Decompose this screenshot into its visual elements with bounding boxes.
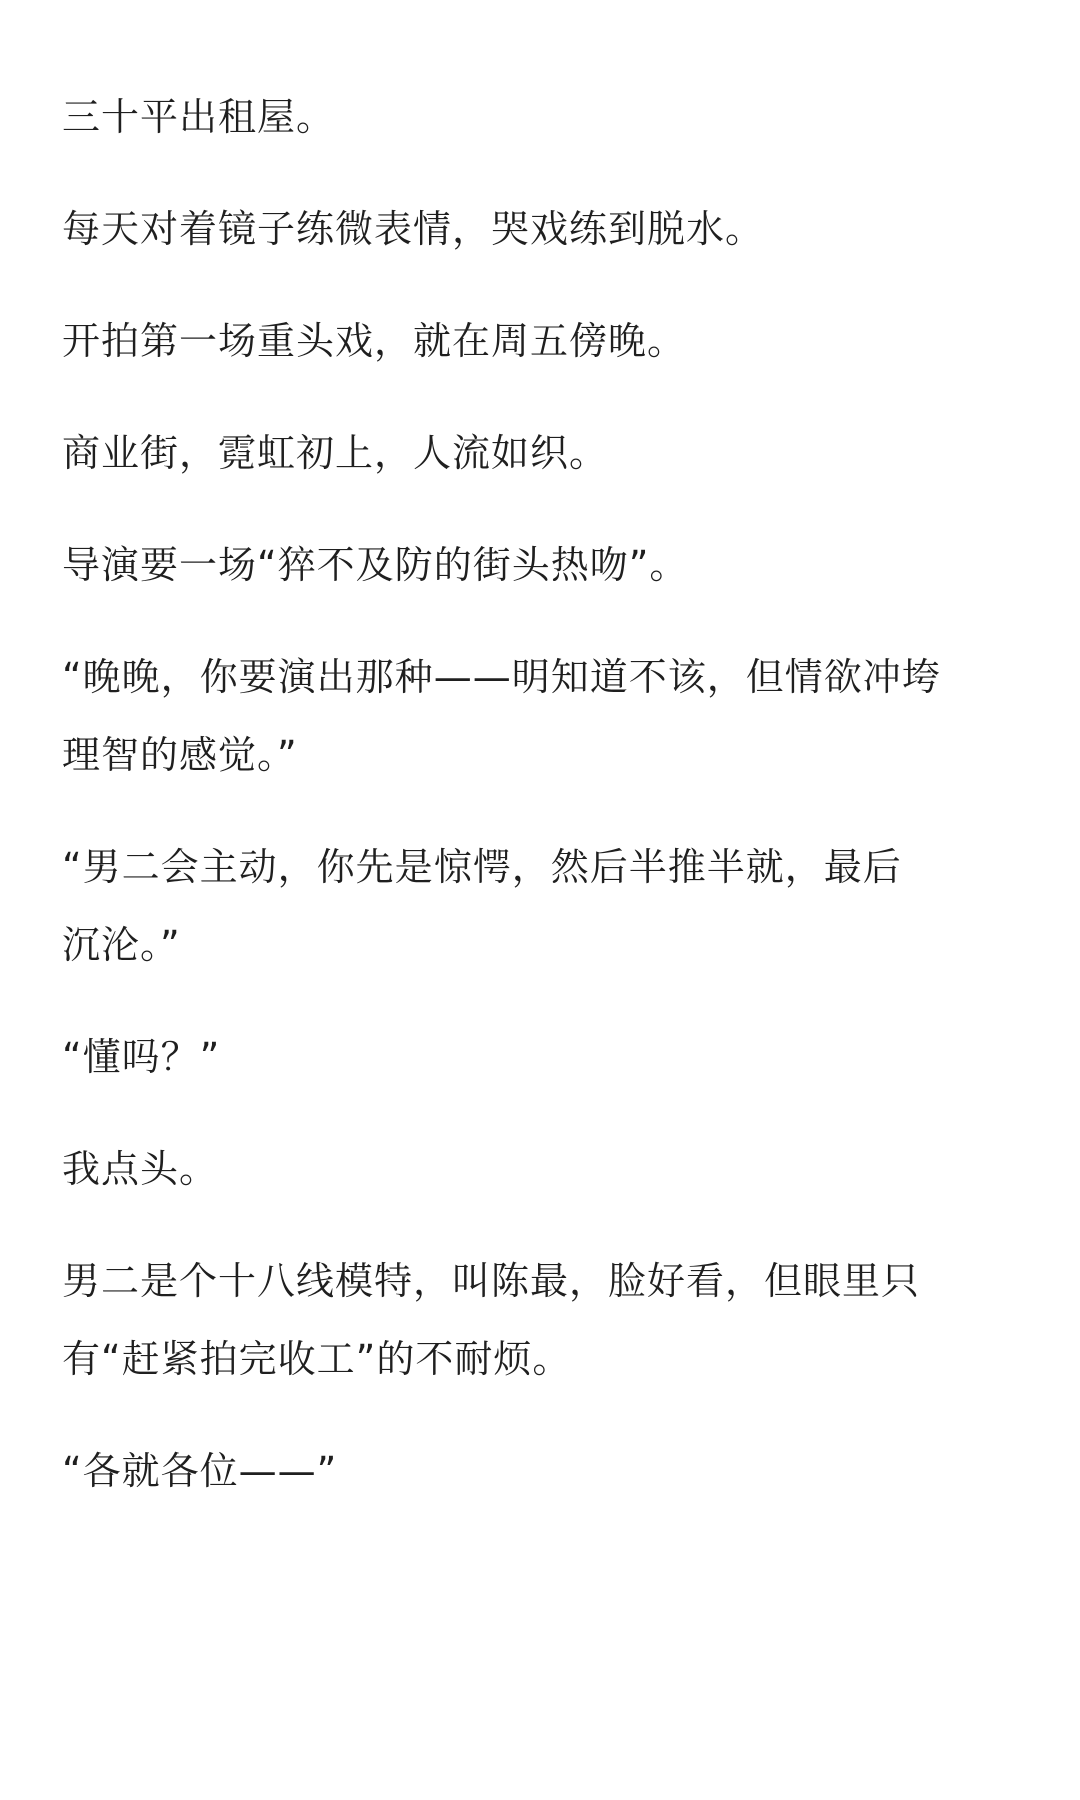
paragraph-4: 商业街，霓虹初上，人流如织。 [62, 431, 609, 475]
paragraph-2: 每天对着镜子练微表情，哭戏练到脱水。 [62, 207, 765, 251]
paragraph-11: “各就各位——” [62, 1449, 338, 1493]
paragraph-3: 开拍第一场重头戏，就在周五傍晚。 [62, 319, 687, 363]
paragraph-7: “男二会主动，你先是惊愕，然后半推半就，最后 沉沦。” [62, 845, 902, 967]
paragraph-9: 我点头。 [62, 1147, 219, 1191]
paragraph-8: “懂吗？” [62, 1035, 221, 1079]
paragraph-1: 三十平出租屋。 [62, 95, 336, 139]
paragraph-5: 导演要一场“猝不及防的街头热吻”。 [62, 543, 689, 587]
paragraph-6: “晚晚，你要演出那种——明知道不该，但情欲冲垮 理智的感觉。” [62, 655, 941, 777]
paragraph-10: 男二是个十八线模特，叫陈最，脸好看，但眼里只 有“赶紧拍完收工”的不耐烦。 [62, 1259, 921, 1381]
